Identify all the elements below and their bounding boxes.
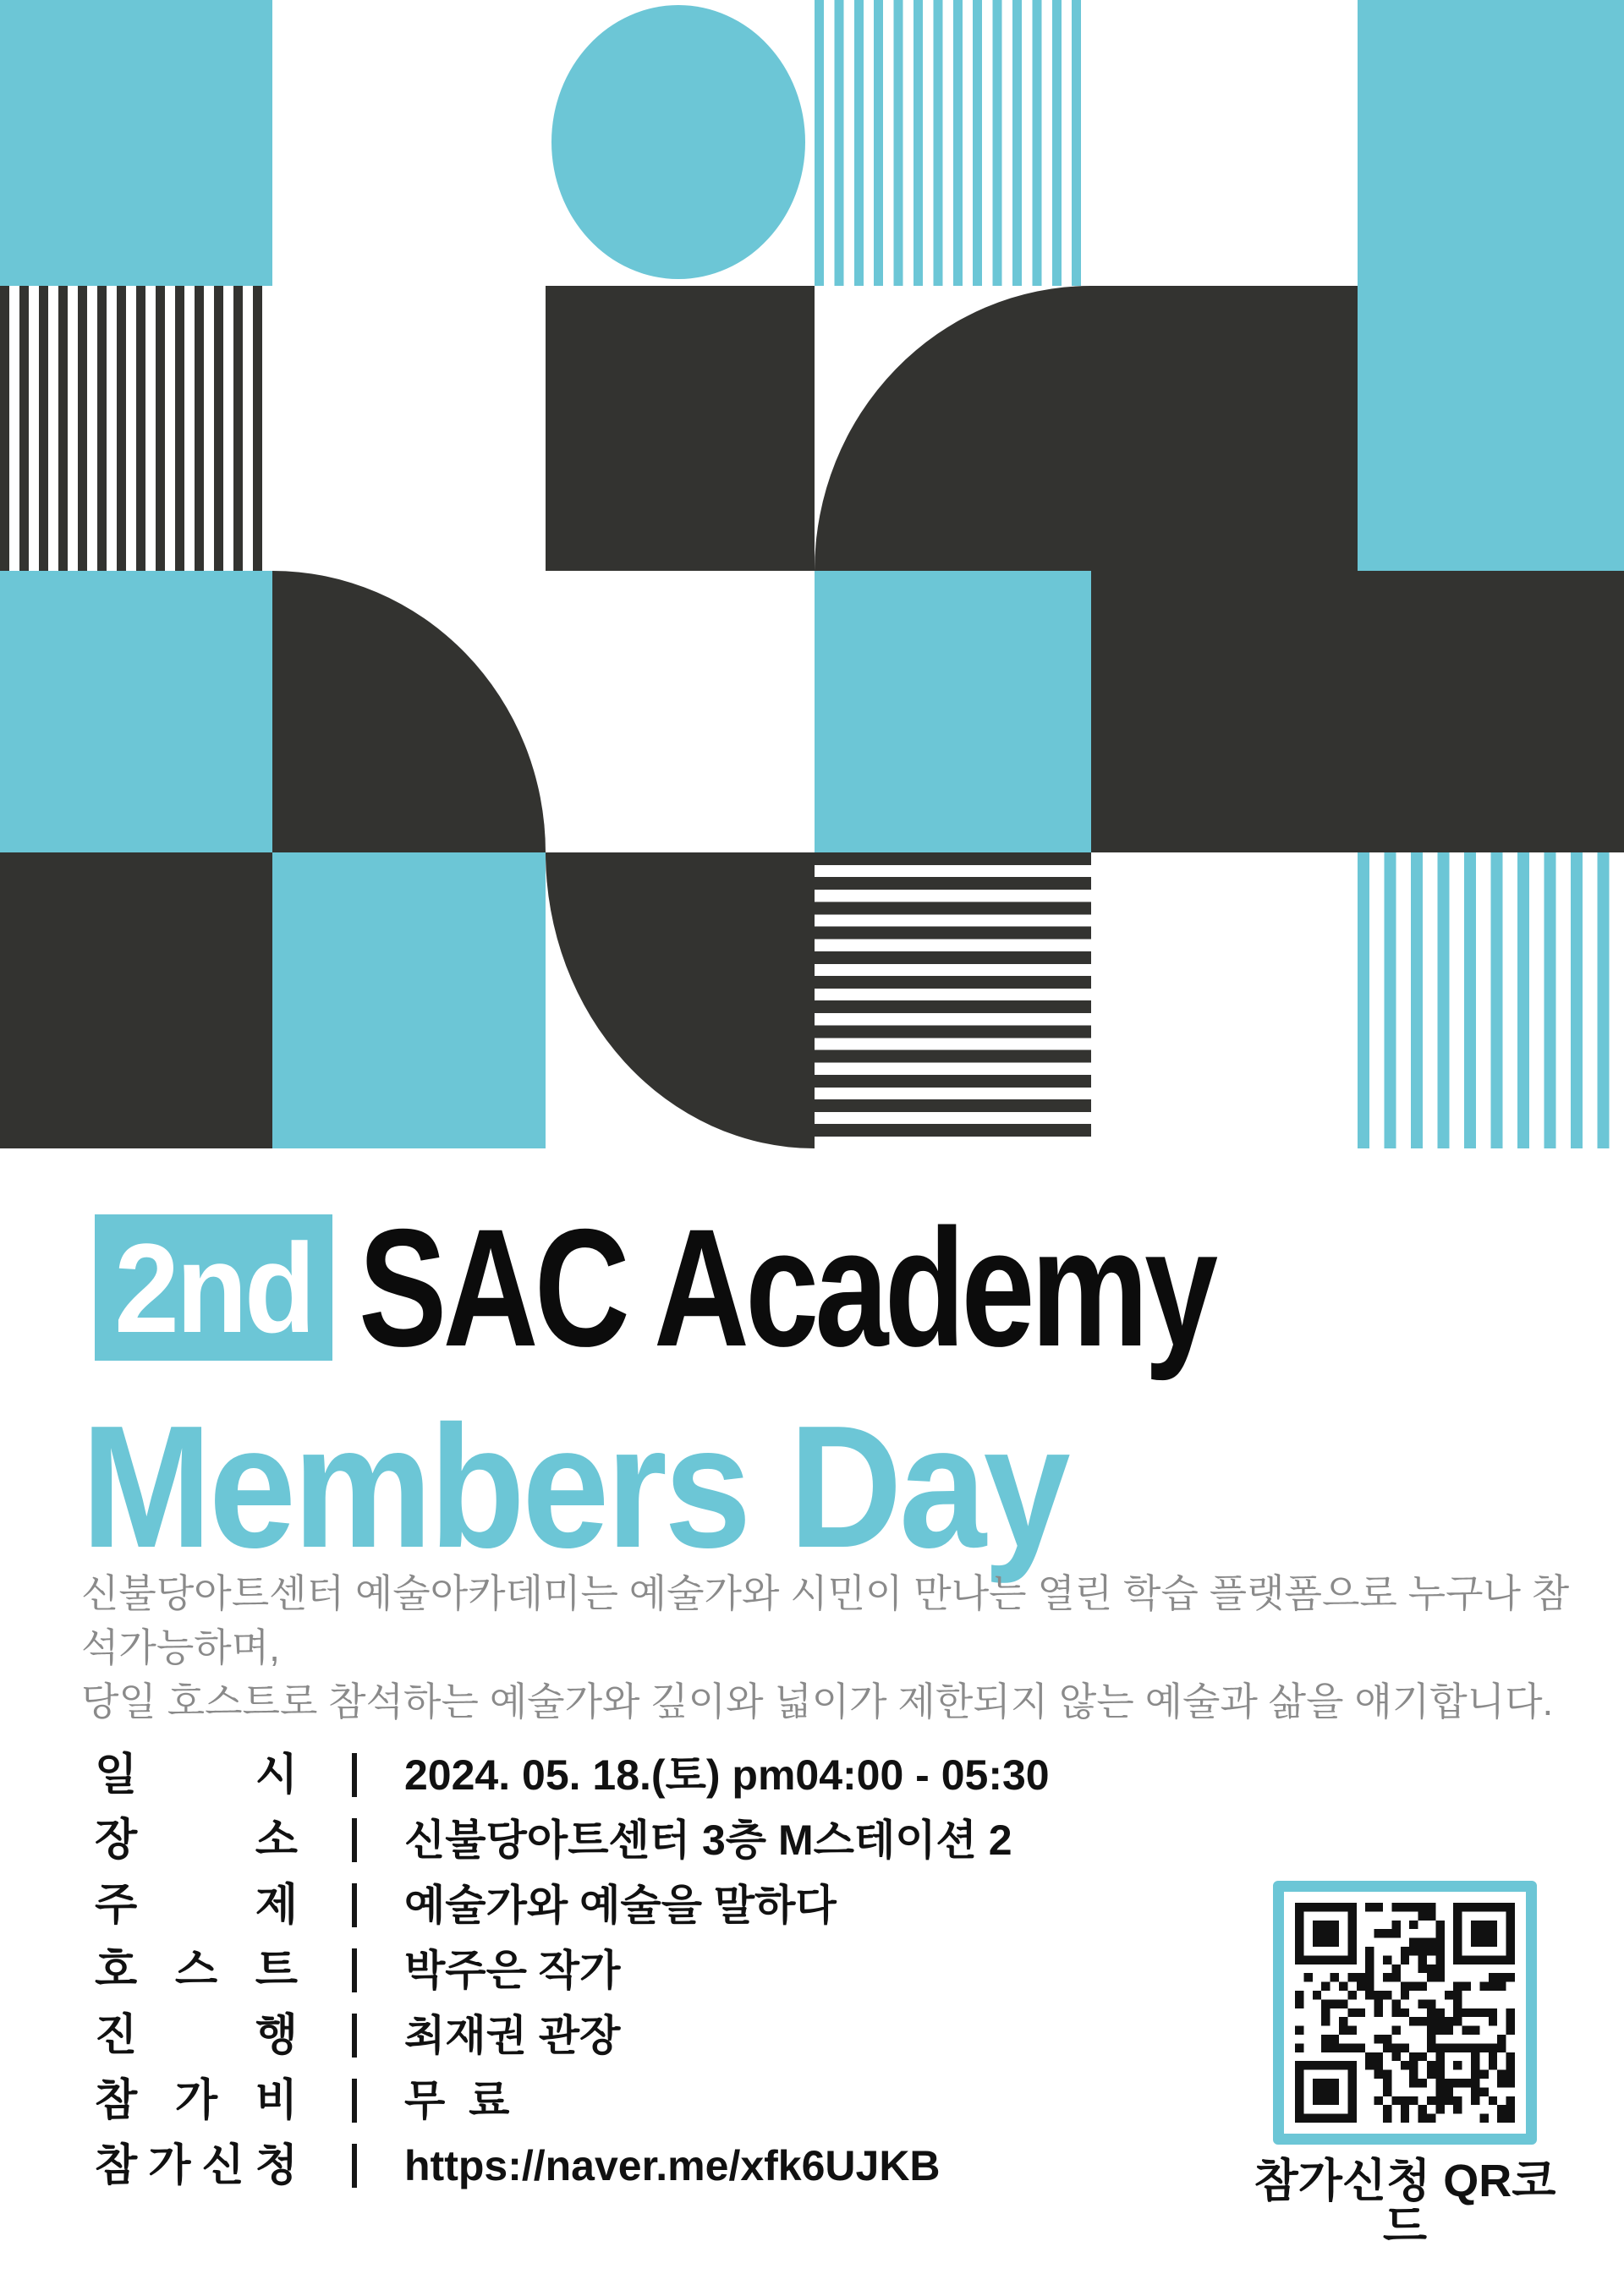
pattern-stripes-h-15 bbox=[815, 852, 1091, 1148]
pattern-rect-0 bbox=[0, 0, 272, 286]
poster-subtitle: Members Day bbox=[81, 1389, 1068, 1584]
pattern-quarter-6 bbox=[815, 286, 1091, 571]
pattern-stripes-v-16 bbox=[1358, 852, 1624, 1148]
detail-label: 참 가 비 bbox=[95, 2075, 298, 2125]
pattern-stripes-v-2 bbox=[815, 0, 1091, 286]
description-line-1: 신불당아트센터 예술아카데미는 예술가와 시민이 만나는 열린 학습 플랫폼으로 누구나 참석가능하며, bbox=[81, 1571, 1570, 1669]
pattern-rect-7 bbox=[1089, 286, 1358, 852]
divider-bar bbox=[352, 2014, 357, 2058]
pattern-rect-5 bbox=[546, 286, 815, 571]
pattern-rect-8 bbox=[0, 571, 272, 852]
edition-badge-text: 2nd bbox=[114, 1216, 313, 1359]
qr-caption: 참가신청 QR코드 bbox=[1254, 2156, 1556, 2252]
pattern-rect-10 bbox=[815, 571, 1091, 852]
divider-bar bbox=[352, 2144, 357, 2188]
detail-value: 예술가와 예술을 말하다 bbox=[404, 1881, 837, 1929]
pattern-ellipse-1 bbox=[551, 5, 805, 279]
detail-row-5 bbox=[95, 2068, 1228, 2133]
title-row bbox=[359, 1194, 1441, 1381]
qr-code-image bbox=[1295, 1903, 1515, 2123]
pattern-quarter-14 bbox=[546, 852, 815, 1148]
detail-value: 신불당아트센터 3층 M스테이션 2 bbox=[404, 1816, 1012, 1864]
edition-badge bbox=[95, 1214, 332, 1361]
detail-row-1 bbox=[95, 1807, 1228, 1872]
pattern-stripes-v-4 bbox=[0, 286, 272, 571]
detail-row-0 bbox=[95, 1742, 1228, 1807]
description-paragraph bbox=[81, 1566, 1570, 1729]
detail-value: 2024. 05. 18.(토) pm04:00 - 05:30 bbox=[404, 1751, 1050, 1799]
detail-label: 진 행 bbox=[95, 2010, 298, 2060]
pattern-quarter-9 bbox=[272, 571, 546, 852]
detail-row-3 bbox=[95, 1937, 1228, 2003]
divider-bar bbox=[352, 1883, 357, 1927]
pattern-rect-12 bbox=[0, 852, 272, 1148]
event-details-list bbox=[95, 1742, 1228, 2198]
qr-code bbox=[1273, 1881, 1537, 2145]
detail-value: https://naver.me/xfk6UJKB bbox=[404, 2141, 941, 2189]
detail-label: 주 제 bbox=[95, 1880, 298, 1930]
pattern-rect-13 bbox=[272, 852, 546, 1148]
pattern-rect-3 bbox=[1358, 0, 1624, 571]
divider-bar bbox=[352, 1818, 357, 1862]
detail-label: 일 시 bbox=[95, 1750, 298, 1800]
detail-label: 장 소 bbox=[95, 1815, 298, 1865]
divider-bar bbox=[352, 2079, 357, 2123]
pattern-rect-11 bbox=[1358, 571, 1624, 852]
detail-row-2 bbox=[95, 1872, 1228, 1937]
detail-value: 무 료 bbox=[404, 2076, 510, 2124]
divider-bar bbox=[352, 1753, 357, 1797]
detail-label: 참 가 신 청 bbox=[95, 2140, 298, 2190]
subtitle-row bbox=[81, 1389, 1177, 1584]
detail-value: 최재권 관장 bbox=[404, 2011, 621, 2059]
detail-value: 박주은 작가 bbox=[404, 1946, 621, 1994]
detail-label: 호 스 트 bbox=[95, 1945, 298, 1995]
detail-row-4 bbox=[95, 2003, 1228, 2068]
divider-bar bbox=[352, 1948, 357, 1992]
poster-title: SAC Academy bbox=[359, 1194, 1215, 1381]
detail-row-6 bbox=[95, 2133, 1228, 2198]
description-line-2: 당일 호스트로 참석하는 예술가와 깊이와 넓이가 제한되지 않는 예술과 삶을 얘기합니다. bbox=[81, 1680, 1554, 1723]
